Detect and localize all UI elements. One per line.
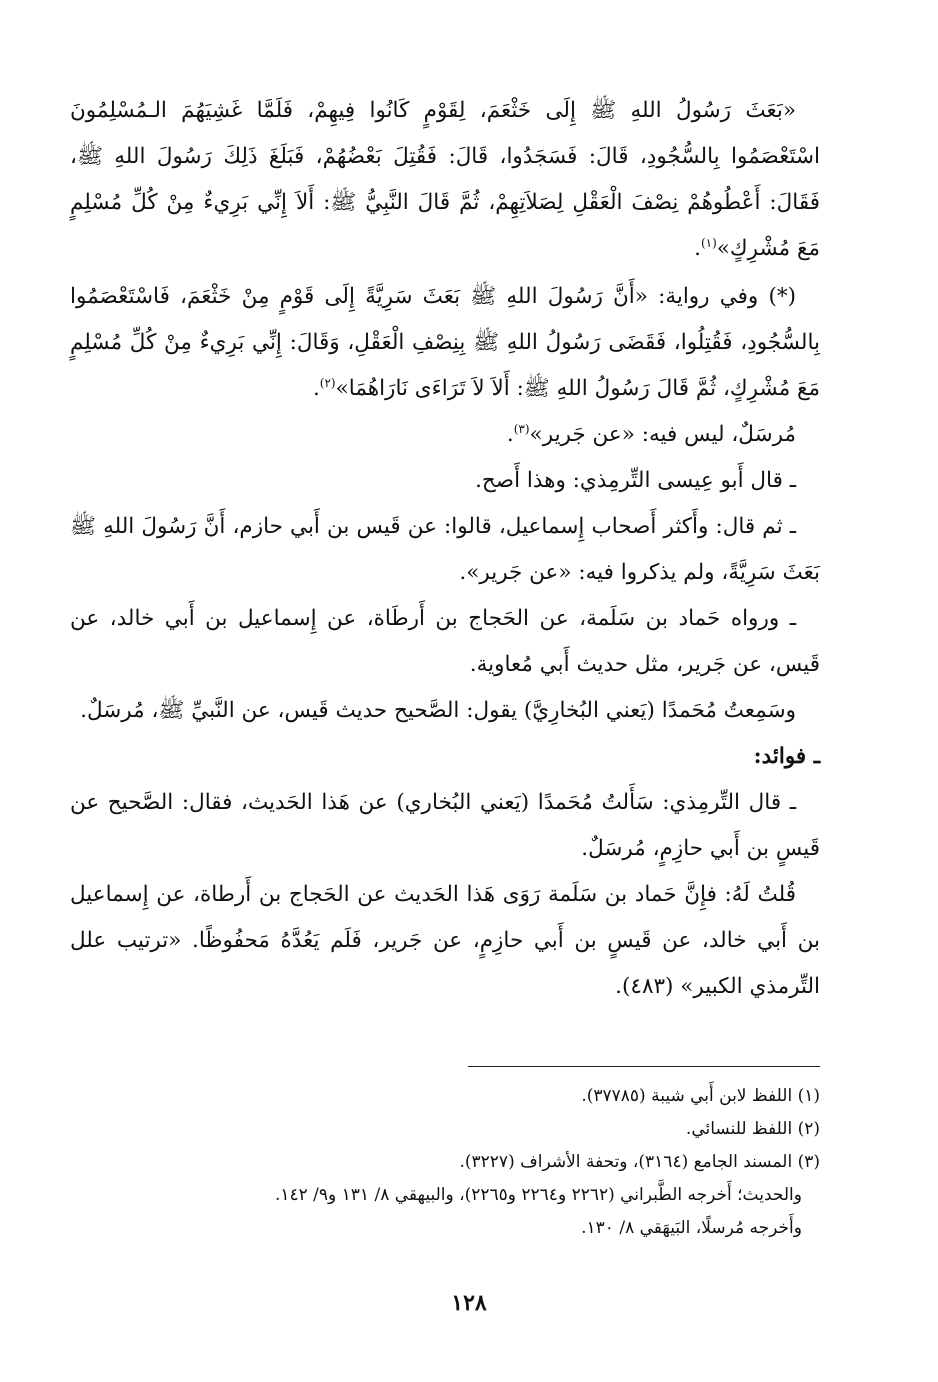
- footnote-1: (١) اللفظ لابن أَبي شيبة (٣٧٧٨٥).: [581, 1086, 820, 1106]
- benefits-heading: ـ فوائد:: [753, 744, 820, 769]
- footnote-ref: (٣): [513, 421, 530, 436]
- footnote-3: (٣) المسند الجامع (٣١٦٤)، وتحفة الأشراف (٣٢٢٧).: [459, 1152, 820, 1172]
- tirmidhi-paragraph: [70, 458, 820, 504]
- paragraph-text: ـ ثم قال: وأَكثر أَصحاب إِسماعيل، قالوا: عن قَيس بن أَبي حازم، أَنَّ رَسُولَ اللهِ ﷺ بَعَثَ سَرِيَّةً، ولم يذكروا فيه: «عن جَرير».: [70, 514, 820, 585]
- paragraph-end: .: [312, 376, 320, 401]
- footnote-divider: [468, 1066, 820, 1067]
- paragraph-text: ـ قال أَبو عِيسى التِّرمِذي: وهذا أَصح.: [475, 468, 796, 493]
- paragraph-text: ـ ورواه حَماد بن سَلَمة، عن الحَجاج بن أَرطَاة، عن إِسماعيل بن أَبي خالد، عن قَيس، عن جَرير، مثل حديث أَبي مُعاوية.: [70, 606, 820, 677]
- paragraph-text: وسَمِعتُ مُحَمدًا (يَعني البُخارِيَّ) يقول: الصَّحيح حديث قَيس، عن النَّبيِّ ﷺ، مُرسَلٌ.: [80, 698, 796, 723]
- paragraph-end: .: [694, 236, 701, 261]
- paragraph-text: (*) وفي رواية: «أَنَّ رَسُولَ اللهِ ﷺ بَعَثَ سَرِيَّةً إِلَى قَوْمٍ مِنْ خَثْعَمَ، فَاسْتَعْصَمُوا بِالسُّجُودِ، فَقُتِلُوا، فَقَضَى رَسُولُ اللهِ ﷺ بِنِصْفِ الْعَقْلِ، وَقَالَ: إِنِّي بَرِيءٌ مِنْ كُلِّ مُسْلِمٍ مَعَ مُشْرِكٍ، ثُمَّ قَالَ رَسُولُ اللهِ ﷺ: أَلاَ لاَ تَرَاءَى نَارَاهُمَا»: [70, 284, 820, 401]
- ismail-paragraph: [70, 504, 820, 596]
- footnote-3-continued: والحديث؛ أَخرجه الطَّبراني (٢٢٦٢ و٢٢٦٤ و٢٢٦٥)، والبيهقي ٨/ ١٣١ و٩/ ١٤٢.: [274, 1185, 802, 1205]
- paragraph-text: مُرسَلٌ، ليس فيه: «عن جَرير»: [529, 422, 796, 447]
- footnote-3-continued: وأَخرجه مُرسلًا، البَيهَقي ٨/ ١٣٠.: [581, 1218, 802, 1238]
- footnote-ref: (١): [700, 235, 717, 250]
- riwaya-paragraph: [70, 274, 820, 412]
- footnotes: [70, 1080, 820, 1245]
- page-number: ١٢٨: [451, 1290, 487, 1316]
- benefit-paragraph: ـ قال التِّرمِذي: سَأَلتُ مُحَمدًا (يَعني البُخاري) عن هَذا الحَديث، فقال: الصَّحيح عن قَيسٍ بن أَبي حازِمٍ، مُرسَلٌ.: [70, 790, 820, 861]
- footnote-2: (٢) اللفظ للنسائي.: [685, 1119, 820, 1139]
- hammad-paragraph: [70, 596, 820, 688]
- mursal-paragraph: [70, 412, 820, 458]
- bukhari-paragraph: [70, 688, 820, 734]
- benefit-paragraph: قُلتُ لَهُ: فإِنَّ حَماد بن سَلَمة رَوَى هَذا الحَديث عن الحَجاج بن أَرطاة، عن إِسماعيل بن أَبي خالد، عن قَيسٍ بن أَبي حازِمٍ، عن جَرير، فَلَم يَعُدَّهُ مَحفُوظًا. «ترتيب علل التِّرمذي الكبير» (٤٨٣).: [70, 882, 820, 999]
- hadith-paragraph: [70, 88, 820, 272]
- footnote-ref: (٢): [319, 375, 336, 390]
- paragraph-end: .: [506, 422, 514, 447]
- paragraph-text: «بَعَثَ رَسُولُ اللهِ ﷺ إِلَى خَثْعَمَ، لِقَوْمٍ كَانُوا فِيهِمْ، فَلَمَّا غَشِيَهُمَ الـمُسْلِمُونَ اسْتَعْصَمُوا بِالسُّجُودِ، قَالَ: فَسَجَدُوا، قَالَ: فَقُتِلَ بَعْضُهُمْ، فَبَلَغَ ذَلِكَ رَسُولَ اللهِ ﷺ، فَقَالَ: أَعْطُوهُمْ نِصْفَ الْعَقْلِ لِصَلاَتِهِمْ، ثُمَّ قَالَ النَّبِيُّ ﷺ: أَلاَ إِنِّي بَرِيءٌ مِنْ كُلِّ مُسْلِمٍ مَعَ مُشْرِكٍ»: [70, 98, 820, 261]
